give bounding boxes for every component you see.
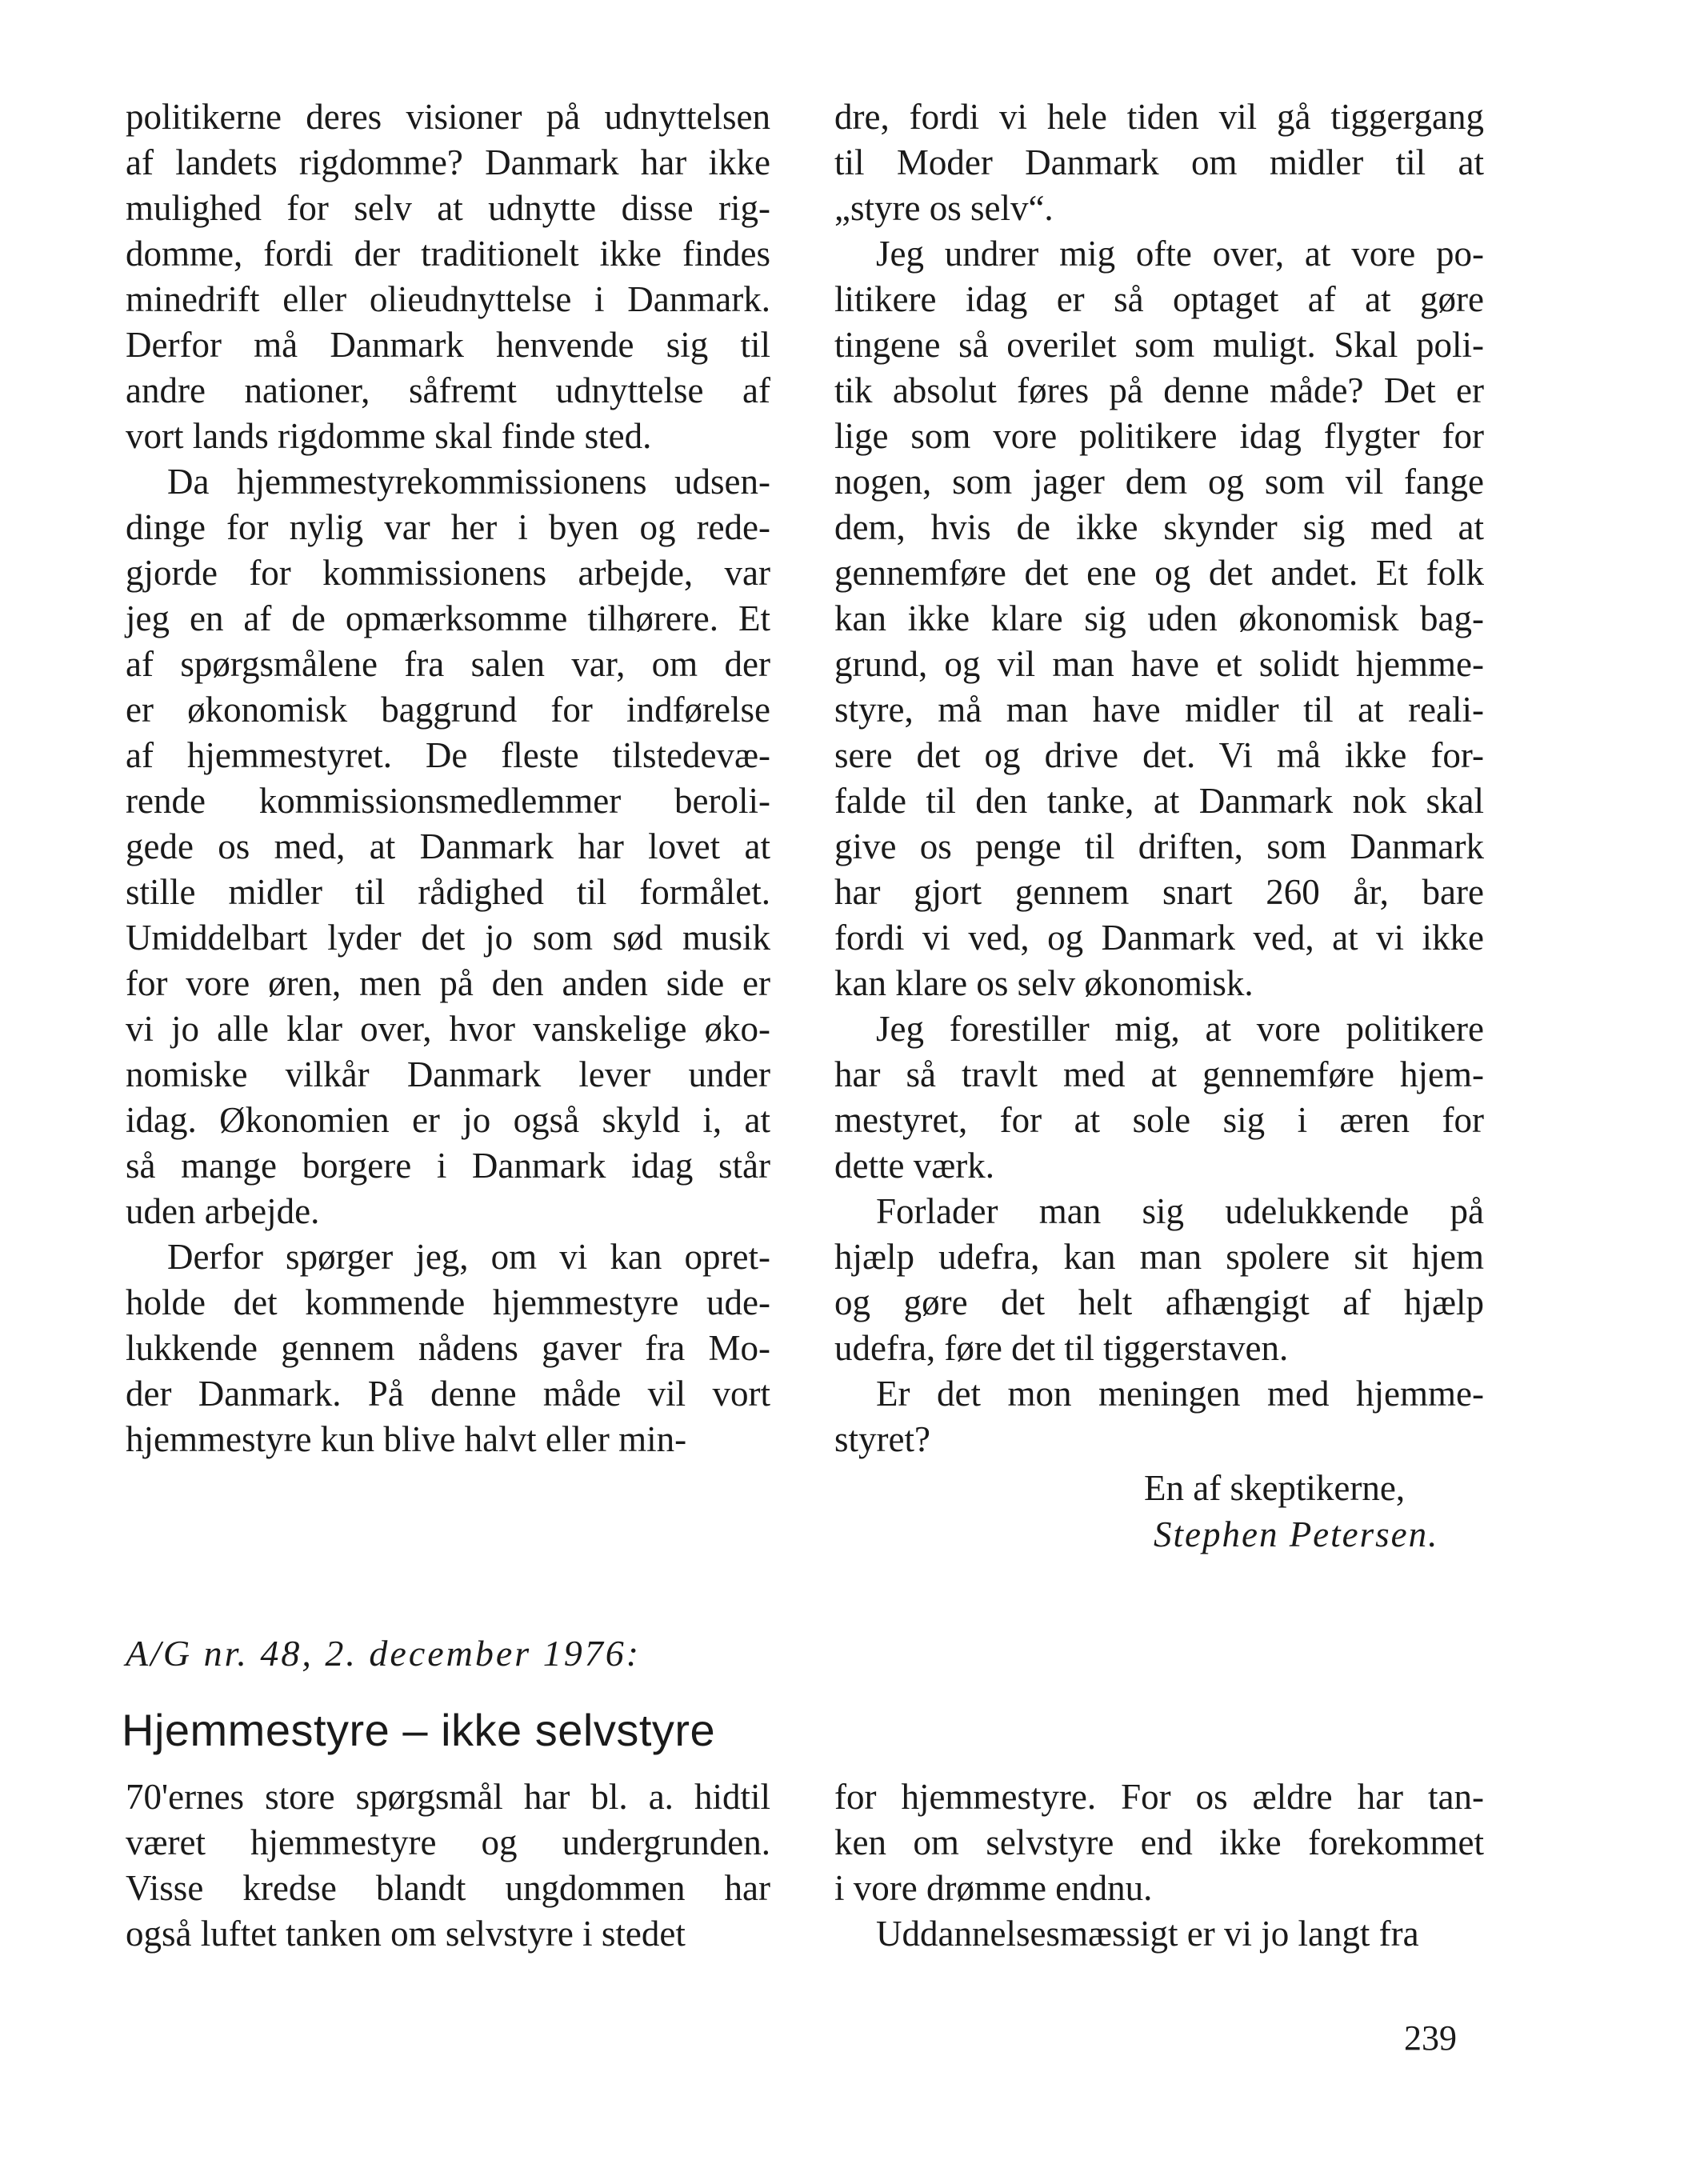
text-line: domme, fordi der traditionelt ikke findes (126, 234, 770, 274)
text-line: udefra, føre det til tiggerstaven. (834, 1328, 1289, 1368)
text-line: lukkende gennem nådens gaver fra Mo- (126, 1328, 770, 1368)
text-line: været hjemmestyre og undergrunden. (126, 1822, 770, 1862)
text-line: lige som vore politikere idag flygter for (834, 416, 1484, 456)
text-line: dette værk. (834, 1146, 994, 1186)
text-line: dem, hvis de ikke skynder sig med at (834, 507, 1484, 547)
text-line: af hjemmestyret. De fleste tilstedevæ- (126, 735, 770, 775)
text-line: har gjort gennem snart 260 år, bare (834, 872, 1484, 912)
text-line: Umiddelbart lyder det jo som sød musik (126, 918, 770, 958)
text-line: sere det og drive det. Vi må ikke for- (834, 735, 1484, 775)
paragraph (834, 1911, 1484, 1957)
page-number: 239 (1404, 2018, 1457, 2058)
text-line: andre nationer, såfremt udnyttelse af (126, 370, 770, 410)
text-line: i vore drømme endnu. (834, 1868, 1153, 1908)
text-line: der Danmark. På denne måde vil vort (126, 1374, 770, 1414)
text-line: styre, må man have midler til at reali- (834, 690, 1484, 730)
paragraph (834, 1006, 1484, 1189)
text-line: stille midler til rådighed til formålet. (126, 872, 770, 912)
paragraph (126, 94, 770, 459)
text-line: nogen, som jager dem og som vil fange (834, 462, 1484, 502)
text-line: „styre os selv“. (834, 188, 1054, 228)
text-line: for vore øren, men på den anden side er (126, 963, 770, 1003)
text-line: og gøre det helt afhængigt af hjælp (834, 1282, 1484, 1322)
text-line: Jeg forestiller mig, at vore politikere (876, 1009, 1484, 1049)
paragraph (834, 231, 1484, 1006)
text-line: Jeg undrer mig ofte over, at vore po- (876, 234, 1484, 274)
article-heading: Hjemmestyre – ikke selvstyre (122, 1705, 716, 1755)
bottom-left-text-column (126, 1774, 770, 1957)
paragraph (834, 1371, 1484, 1462)
text-line: litikere idag er så optaget af at gøre (834, 279, 1484, 319)
text-line: gennemføre det ene og det andet. Et folk (834, 553, 1484, 593)
source-reference: A/G nr. 48, 2. december 1976: (126, 1633, 642, 1674)
text-line: også luftet tanken om selvstyre i stedet (126, 1914, 686, 1954)
text-line: så mange borgere i Danmark idag står (126, 1146, 770, 1186)
text-line: 70'ernes store spørgsmål har bl. a. hidtil (126, 1777, 770, 1817)
text-line: for hjemmestyre. For os ældre har tan- (834, 1777, 1484, 1817)
text-line: tik absolut føres på denne måde? Det er (834, 370, 1484, 410)
text-line: af spørgsmålene fra salen var, om der (126, 644, 770, 684)
signature-line: En af skeptikerne, (1144, 1468, 1406, 1508)
text-line: Derfor må Danmark henvende sig til (126, 325, 770, 365)
text-line: minedrift eller olieudnyttelse i Danmark. (126, 279, 770, 319)
text-line: Forlader man sig udelukkende på (876, 1191, 1484, 1231)
text-line: Uddannelsesmæssigt er vi jo langt fra (876, 1914, 1419, 1954)
text-line: vort lands rigdomme skal finde sted. (126, 416, 652, 456)
text-line: grund, og vil man have et solidt hjemme- (834, 644, 1484, 684)
text-line: holde det kommende hjemmestyre ude- (126, 1282, 770, 1322)
paragraph (834, 1189, 1484, 1371)
top-right-text-column (834, 94, 1484, 1462)
text-line: tingene så overilet som muligt. Skal poli- (834, 325, 1484, 365)
text-line: falde til den tanke, at Danmark nok skal (834, 781, 1484, 821)
text-line: ken om selvstyre end ikke forekommet (834, 1822, 1484, 1862)
text-line: mulighed for selv at udnytte disse rig- (126, 188, 770, 228)
text-line: vi jo alle klar over, hvor vanskelige øko- (126, 1009, 770, 1049)
text-line: kan klare os selv økonomisk. (834, 963, 1254, 1003)
text-line: dinge for nylig var her i byen og rede- (126, 507, 770, 547)
paragraph (126, 1774, 770, 1957)
text-line: mestyret, for at sole sig i æren for (834, 1100, 1484, 1140)
top-left-text-column (126, 94, 770, 1462)
text-line: give os penge til driften, som Danmark (834, 826, 1484, 866)
text-line: uden arbejde. (126, 1191, 320, 1231)
paragraph (126, 459, 770, 1234)
text-line: gede os med, at Danmark har lovet at (126, 826, 770, 866)
text-line: til Moder Danmark om midler til at (834, 142, 1484, 182)
paragraph (834, 1774, 1484, 1911)
text-line: Er det mon meningen med hjemme- (876, 1374, 1484, 1414)
text-line: jeg en af de opmærksomme tilhørere. Et (126, 598, 770, 638)
text-line: nomiske vilkår Danmark lever under (126, 1054, 770, 1094)
text-line: Derfor spørger jeg, om vi kan opret- (167, 1237, 770, 1277)
text-line: dre, fordi vi hele tiden vil gå tiggergang (834, 97, 1484, 137)
text-line: Da hjemmestyrekommissionens udsen- (167, 462, 770, 502)
paragraph (126, 1234, 770, 1462)
text-line: af landets rigdomme? Danmark har ikke (126, 142, 770, 182)
text-line: er økonomisk baggrund for indførelse (126, 690, 770, 730)
text-line: hjælp udefra, kan man spolere sit hjem (834, 1237, 1484, 1277)
text-line: Visse kredse blandt ungdommen har (126, 1868, 770, 1908)
text-line: gjorde for kommissionens arbejde, var (126, 553, 770, 593)
signature-name: Stephen Petersen. (1154, 1514, 1439, 1554)
text-line: har så travlt med at gennemføre hjem- (834, 1054, 1484, 1094)
paragraph (834, 94, 1484, 231)
text-line: rende kommissionsmedlemmer beroli- (126, 781, 770, 821)
text-line: hjemmestyre kun blive halvt eller min- (126, 1419, 687, 1459)
text-line: fordi vi ved, og Danmark ved, at vi ikke (834, 918, 1484, 958)
text-line: idag. Økonomien er jo også skyld i, at (126, 1100, 770, 1140)
text-line: kan ikke klare sig uden økonomisk bag- (834, 598, 1484, 638)
bottom-right-text-column (834, 1774, 1484, 1957)
text-line: styret? (834, 1419, 930, 1459)
text-line: politikerne deres visioner på udnyttelsen (126, 97, 770, 137)
